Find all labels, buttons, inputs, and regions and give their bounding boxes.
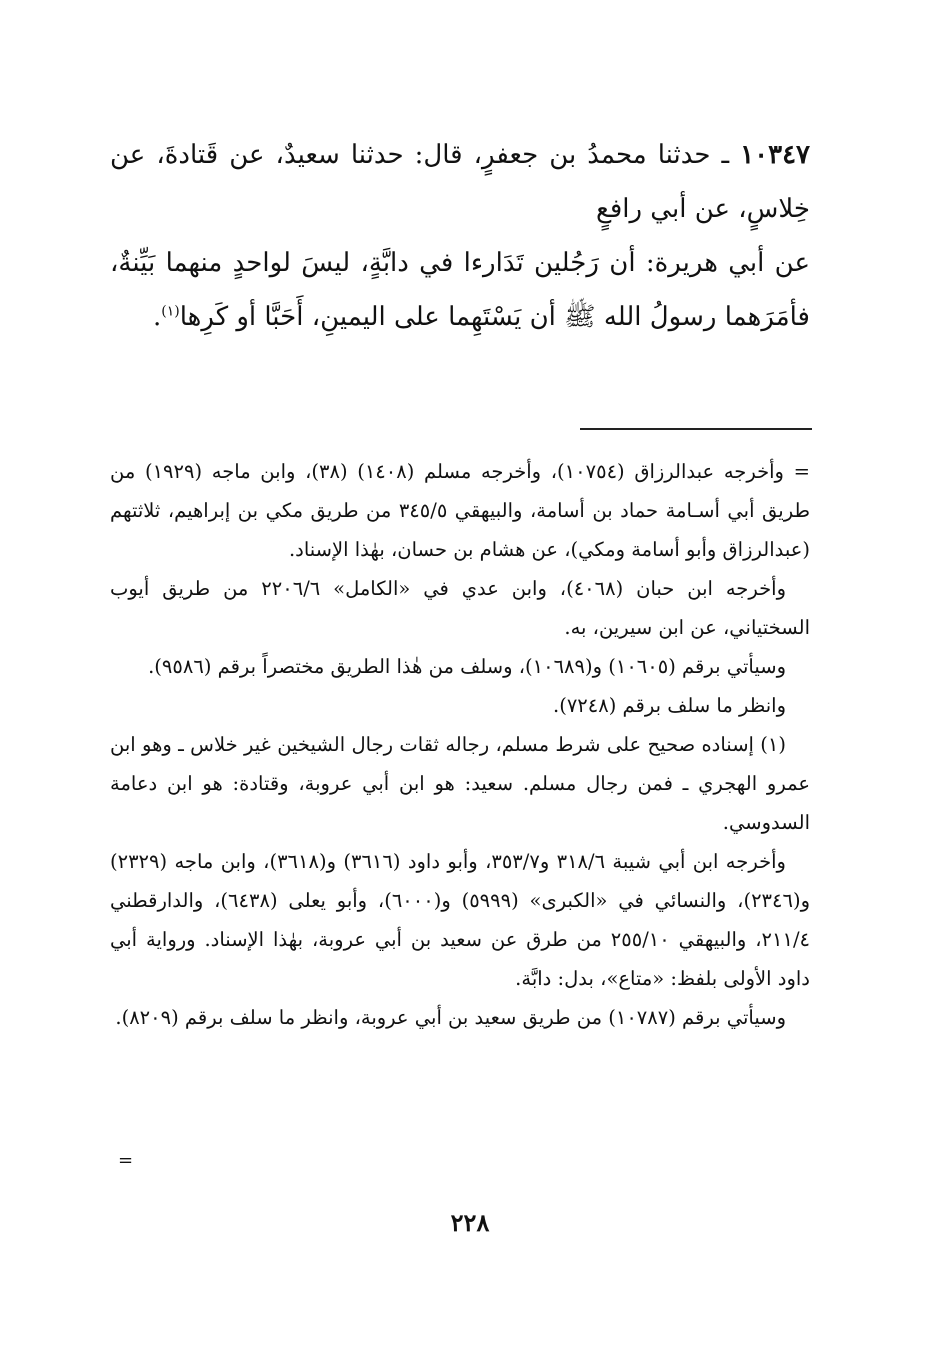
page-number: ٢٢٨ [450,1208,490,1237]
footnote-paragraph: وأخرجه ابن أبي شيبة ٣١٨/٦ و٣٥٣/٧، وأبو داود (٣٦١٦) و(٣٦١٨)، وابن ماجه (٢٣٢٩) و(٢٣٤٦)، والنسائي في «الكبرى» (٥٩٩٩) و(٦٠٠٠)، وأبو يعلى (٦٤٣٨)، والدارقطني ٢١١/٤، والبيهقي ٢٥٥/١٠ من طرق عن سعيد بن أبي عروبة، بهٰذا الإسناد. ورواية أبي داود الأولى بلفظ: «متاع»، بدل: دابَّة. [110,850,810,990]
hadith-matn-text: عن أبي هريرة: أن رَجُلين تَدَارءا في دابَّةٍ، ليسَ لواحدٍ منهما بَيِّنةٌ، فأمَرَهما رسولُ الله ﷺ أن يَسْتَهِما على اليمينِ، أَحَبَّا أو كَرِها [110,248,810,332]
footnote-paragraph: وانظر ما سلف برقم (٧٢٤٨). [553,694,786,717]
footnote-paragraph: وسيأتي برقم (١٠٦٠٥) و(١٠٦٨٩)، وسلف من هٰذا الطريق مختصراً برقم (٩٥٨٦). [148,655,786,678]
hadith-chain-text: ـ حدثنا محمدُ بن جعفرٍ، قال: حدثنا سعيدٌ، عن قَتادةَ، عن خِلاسٍ، عن أبي رافعٍ [110,140,810,224]
hadith-main-text [110,128,810,344]
hadith-end-mark: . [152,302,162,332]
continuation-mark: = [118,1150,134,1171]
footnote-divider [580,428,812,430]
hadith-number: ١٠٣٤٧ [740,140,810,170]
footnotes [110,452,810,1037]
footnote-paragraph: (١) إسناده صحيح على شرط مسلم، رجاله ثقات رجال الشيخين غير خلاس ـ وهو ابن عمرو الهجري ـ فمن رجال مسلم. سعيد: هو ابن أبي عروبة، وقتادة: هو ابن دعامة السدوسي. [110,733,810,834]
hadith-matn [110,236,810,344]
footnote-paragraph: = وأخرجه عبدالرزاق (١٠٧٥٤)، وأخرجه مسلم (١٤٠٨) (٣٨)، وابن ماجه (١٩٢٩) من طريق أبي أسـامة حماد بن أسامة، والبيهقي ٣٤٥/٥ من طريق مكي بن إبراهيم، ثلاثتهم (عبدالرزاق وأبو أسامة ومكي)، عن هشام بن حسان، بهٰذا الإسناد. [110,460,810,561]
footnote-paragraph: وأخرجه ابن حبان (٤٠٦٨)، وابن عدي في «الكامل» ٢٢٠٦/٦ من طريق أيوب السختياني، عن ابن سيرين، به. [110,577,810,639]
footnote-reference: (١) [161,303,180,320]
footnote-paragraph: وسيأتي برقم (١٠٧٨٧) من طريق سعيد بن أبي عروبة، وانظر ما سلف برقم (٨٢٠٩). [115,1006,786,1029]
hadith-chain [110,128,810,236]
